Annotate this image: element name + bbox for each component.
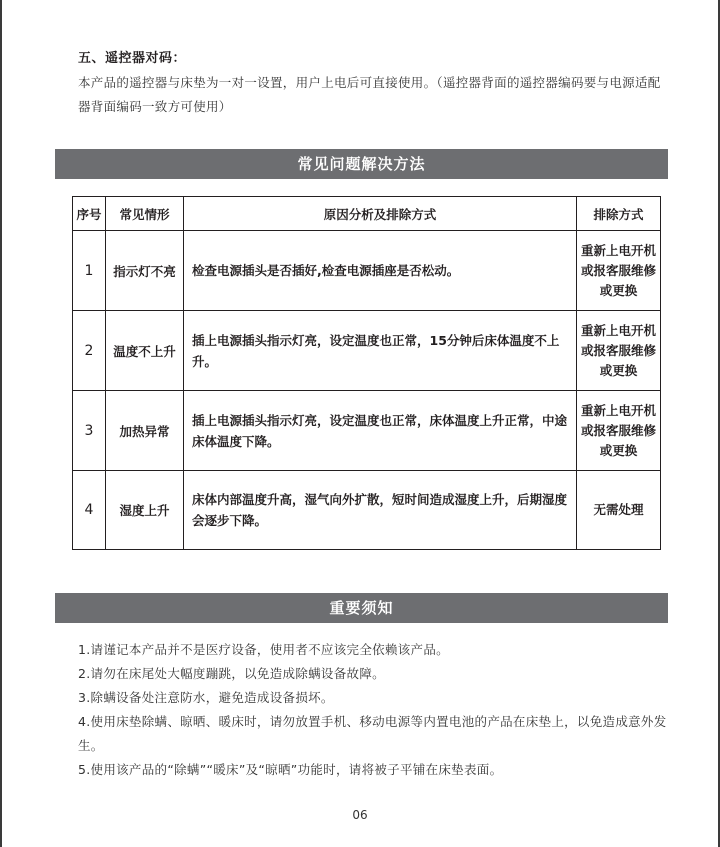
notice-item: 4.使用床垫除螨、晾晒、暖床时，请勿放置手机、移动电源等内置电池的产品在床垫上，以免造成意外发生。	[78, 714, 667, 753]
row-fix: 重新上电开机或报客服维修或更换	[577, 231, 661, 311]
header-number: 序号	[73, 197, 106, 231]
row-fix: 重新上电开机或报客服维修或更换	[577, 311, 661, 391]
row-symptom: 加热异常	[106, 391, 184, 471]
row-number: 2	[73, 311, 106, 391]
notice-item: 1.请谨记本产品并不是医疗设备，使用者不应该完全依赖该产品。	[78, 642, 449, 657]
row-reason: 插上电源插头指示灯亮，设定温度也正常，床体温度上升正常，中途床体温度下降。	[184, 391, 577, 471]
table-row	[73, 471, 661, 550]
faq-heading-bar: 常见问题解决方法	[55, 149, 668, 179]
notice-list	[78, 638, 678, 782]
header-fix: 排除方式	[577, 197, 661, 231]
row-number: 3	[73, 391, 106, 471]
row-number: 4	[73, 471, 106, 550]
row-symptom: 指示灯不亮	[106, 231, 184, 311]
row-fix: 无需处理	[577, 471, 661, 550]
notice-item: 3.除螨设备处注意防水，避免造成设备损坏。	[78, 690, 334, 705]
row-symptom: 温度不上升	[106, 311, 184, 391]
table-row	[73, 391, 661, 471]
row-symptom: 湿度上升	[106, 471, 184, 550]
row-reason: 床体内部温度升高，湿气向外扩散，短时间造成湿度上升，后期湿度会逐步下降。	[184, 471, 577, 550]
table-row	[73, 311, 661, 391]
page-number: 06	[352, 808, 368, 822]
row-fix: 重新上电开机或报客服维修或更换	[577, 391, 661, 471]
header-symptom: 常见情形	[106, 197, 184, 231]
faq-header-row	[73, 197, 661, 231]
notice-item: 5.使用该产品的“除螨”“暖床”及“晾晒”功能时，请将被子平铺在床垫表面。	[78, 762, 503, 777]
section-body-remote-pairing: 本产品的遥控器与床垫为一对一设置，用户上电后可直接使用。（遥控器背面的遥控器编码要与电源适配器背面编码一致方可使用）	[78, 75, 661, 114]
row-number: 1	[73, 231, 106, 311]
row-reason: 检查电源插头是否插好,检查电源插座是否松动。	[184, 231, 577, 311]
faq-table	[72, 196, 661, 550]
notice-item: 2.请勿在床尾处大幅度蹦跳，以免造成除螨设备故障。	[78, 666, 385, 681]
header-reason: 原因分析及排除方式	[184, 197, 577, 231]
page-edge-left	[0, 0, 2, 847]
row-reason: 插上电源插头指示灯亮，设定温度也正常，15分钟后床体温度不上升。	[184, 311, 577, 391]
table-row	[73, 231, 661, 311]
section-title-remote-pairing: 五、遥控器对码：	[78, 51, 187, 66]
notice-heading-bar: 重要须知	[55, 593, 668, 623]
